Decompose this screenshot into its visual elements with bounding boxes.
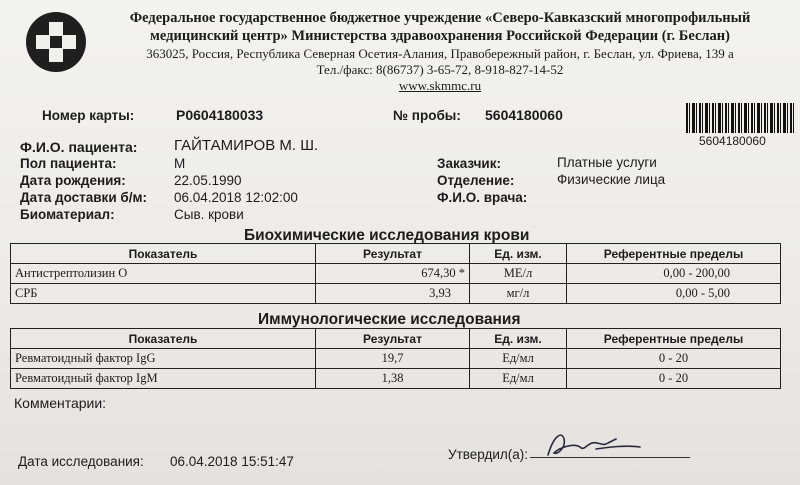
column-header: Ед. изм. [470, 244, 567, 264]
column-header: Ед. изм. [470, 329, 567, 349]
column-header: Результат [316, 329, 470, 349]
patient-name-label: Ф.И.О. пациента: [20, 139, 138, 155]
test-unit: мг/л [470, 284, 567, 304]
column-header: Результат [316, 244, 470, 264]
test-name: Ревматоидный фактор IgM [11, 369, 316, 389]
org-name-line2: медицинский центр» Министерства здравоохранения Российской Федерации (г. Беслан) [150, 28, 730, 44]
table-row [11, 369, 781, 389]
sample-number-value: 5604180060 [485, 107, 563, 123]
test-unit: Ед/мл [470, 349, 567, 369]
test-result: 19,7 [316, 349, 470, 369]
doctor-label: Ф.И.О. врача: [437, 190, 528, 205]
study-date-label: Дата исследования: [18, 454, 144, 469]
approved-by-label: Утвердил(а): [448, 447, 529, 462]
table-row [11, 264, 781, 284]
test-result: 3,93 [316, 284, 470, 304]
table-row [11, 349, 781, 369]
card-number-value: P0604180033 [176, 107, 264, 123]
medical-cross-logo-icon [26, 12, 86, 72]
delivery-date-value: 06.04.2018 12:02:00 [174, 190, 298, 205]
column-header: Референтные пределы [567, 329, 781, 349]
patient-sex-label: Пол пациента: [20, 156, 117, 171]
sample-number-label: № пробы: [393, 108, 461, 123]
immuno-table [10, 328, 781, 389]
org-name-line1: Федеральное государственное бюджетное учреждение «Северо-Кавказский многопрофильный [129, 10, 751, 26]
org-address: 363025, Россия, Республика Северная Осетия-Алания, Правобережный район, г. Беслан, ул. Фриева, 139 а [146, 46, 734, 61]
biomaterial-label: Биоматериал: [20, 207, 115, 222]
delivery-date-label: Дата доставки б/м: [20, 190, 147, 205]
barcode-icon [686, 103, 796, 133]
table-header-row [11, 244, 781, 264]
test-result: 674,30 * [316, 264, 470, 284]
test-name: Антистрептолизин О [11, 264, 316, 284]
column-header: Референтные пределы [567, 244, 781, 264]
department-value: Физические лица [557, 172, 666, 187]
test-unit: Ед/мл [470, 369, 567, 389]
test-name: СРБ [11, 284, 316, 304]
customer-label: Заказчик: [437, 156, 501, 171]
customer-value: Платные услуги [557, 155, 657, 170]
barcode-number: 5604180060 [699, 134, 766, 148]
table-row [11, 284, 781, 304]
test-reference: 0 - 20 [567, 369, 781, 389]
column-header: Показатель [11, 244, 316, 264]
biomaterial-value: Сыв. крови [174, 207, 244, 222]
biochem-section-title: Биохимические исследования крови [244, 227, 530, 244]
table-header-row [11, 329, 781, 349]
test-reference: 0 - 20 [567, 349, 781, 369]
department-label: Отделение: [437, 173, 515, 188]
biochem-table [10, 243, 781, 304]
test-result: 1,38 [316, 369, 470, 389]
birth-date-label: Дата рождения: [20, 173, 126, 188]
org-phone: Тел./факс: 8(86737) 3-65-72, 8-918-827-14-52 [316, 62, 564, 77]
card-number-label: Номер карты: [42, 108, 135, 123]
handwritten-signature [540, 425, 650, 465]
test-reference: 0,00 - 5,00 [567, 284, 781, 304]
test-reference: 0,00 - 200,00 [567, 264, 781, 284]
immuno-section-title: Иммунологические исследования [258, 311, 521, 328]
patient-sex-value: М [174, 156, 186, 171]
patient-name-value: ГАЙТАМИРОВ М. Ш. [174, 137, 319, 154]
test-unit: МЕ/л [470, 264, 567, 284]
column-header: Показатель [11, 329, 316, 349]
birth-date-value: 22.05.1990 [174, 173, 242, 188]
org-website: www.skmmc.ru [398, 78, 482, 93]
comments-label: Комментарии: [14, 395, 107, 411]
test-name: Ревматоидный фактор IgG [11, 349, 316, 369]
study-date-value: 06.04.2018 15:51:47 [170, 454, 294, 469]
